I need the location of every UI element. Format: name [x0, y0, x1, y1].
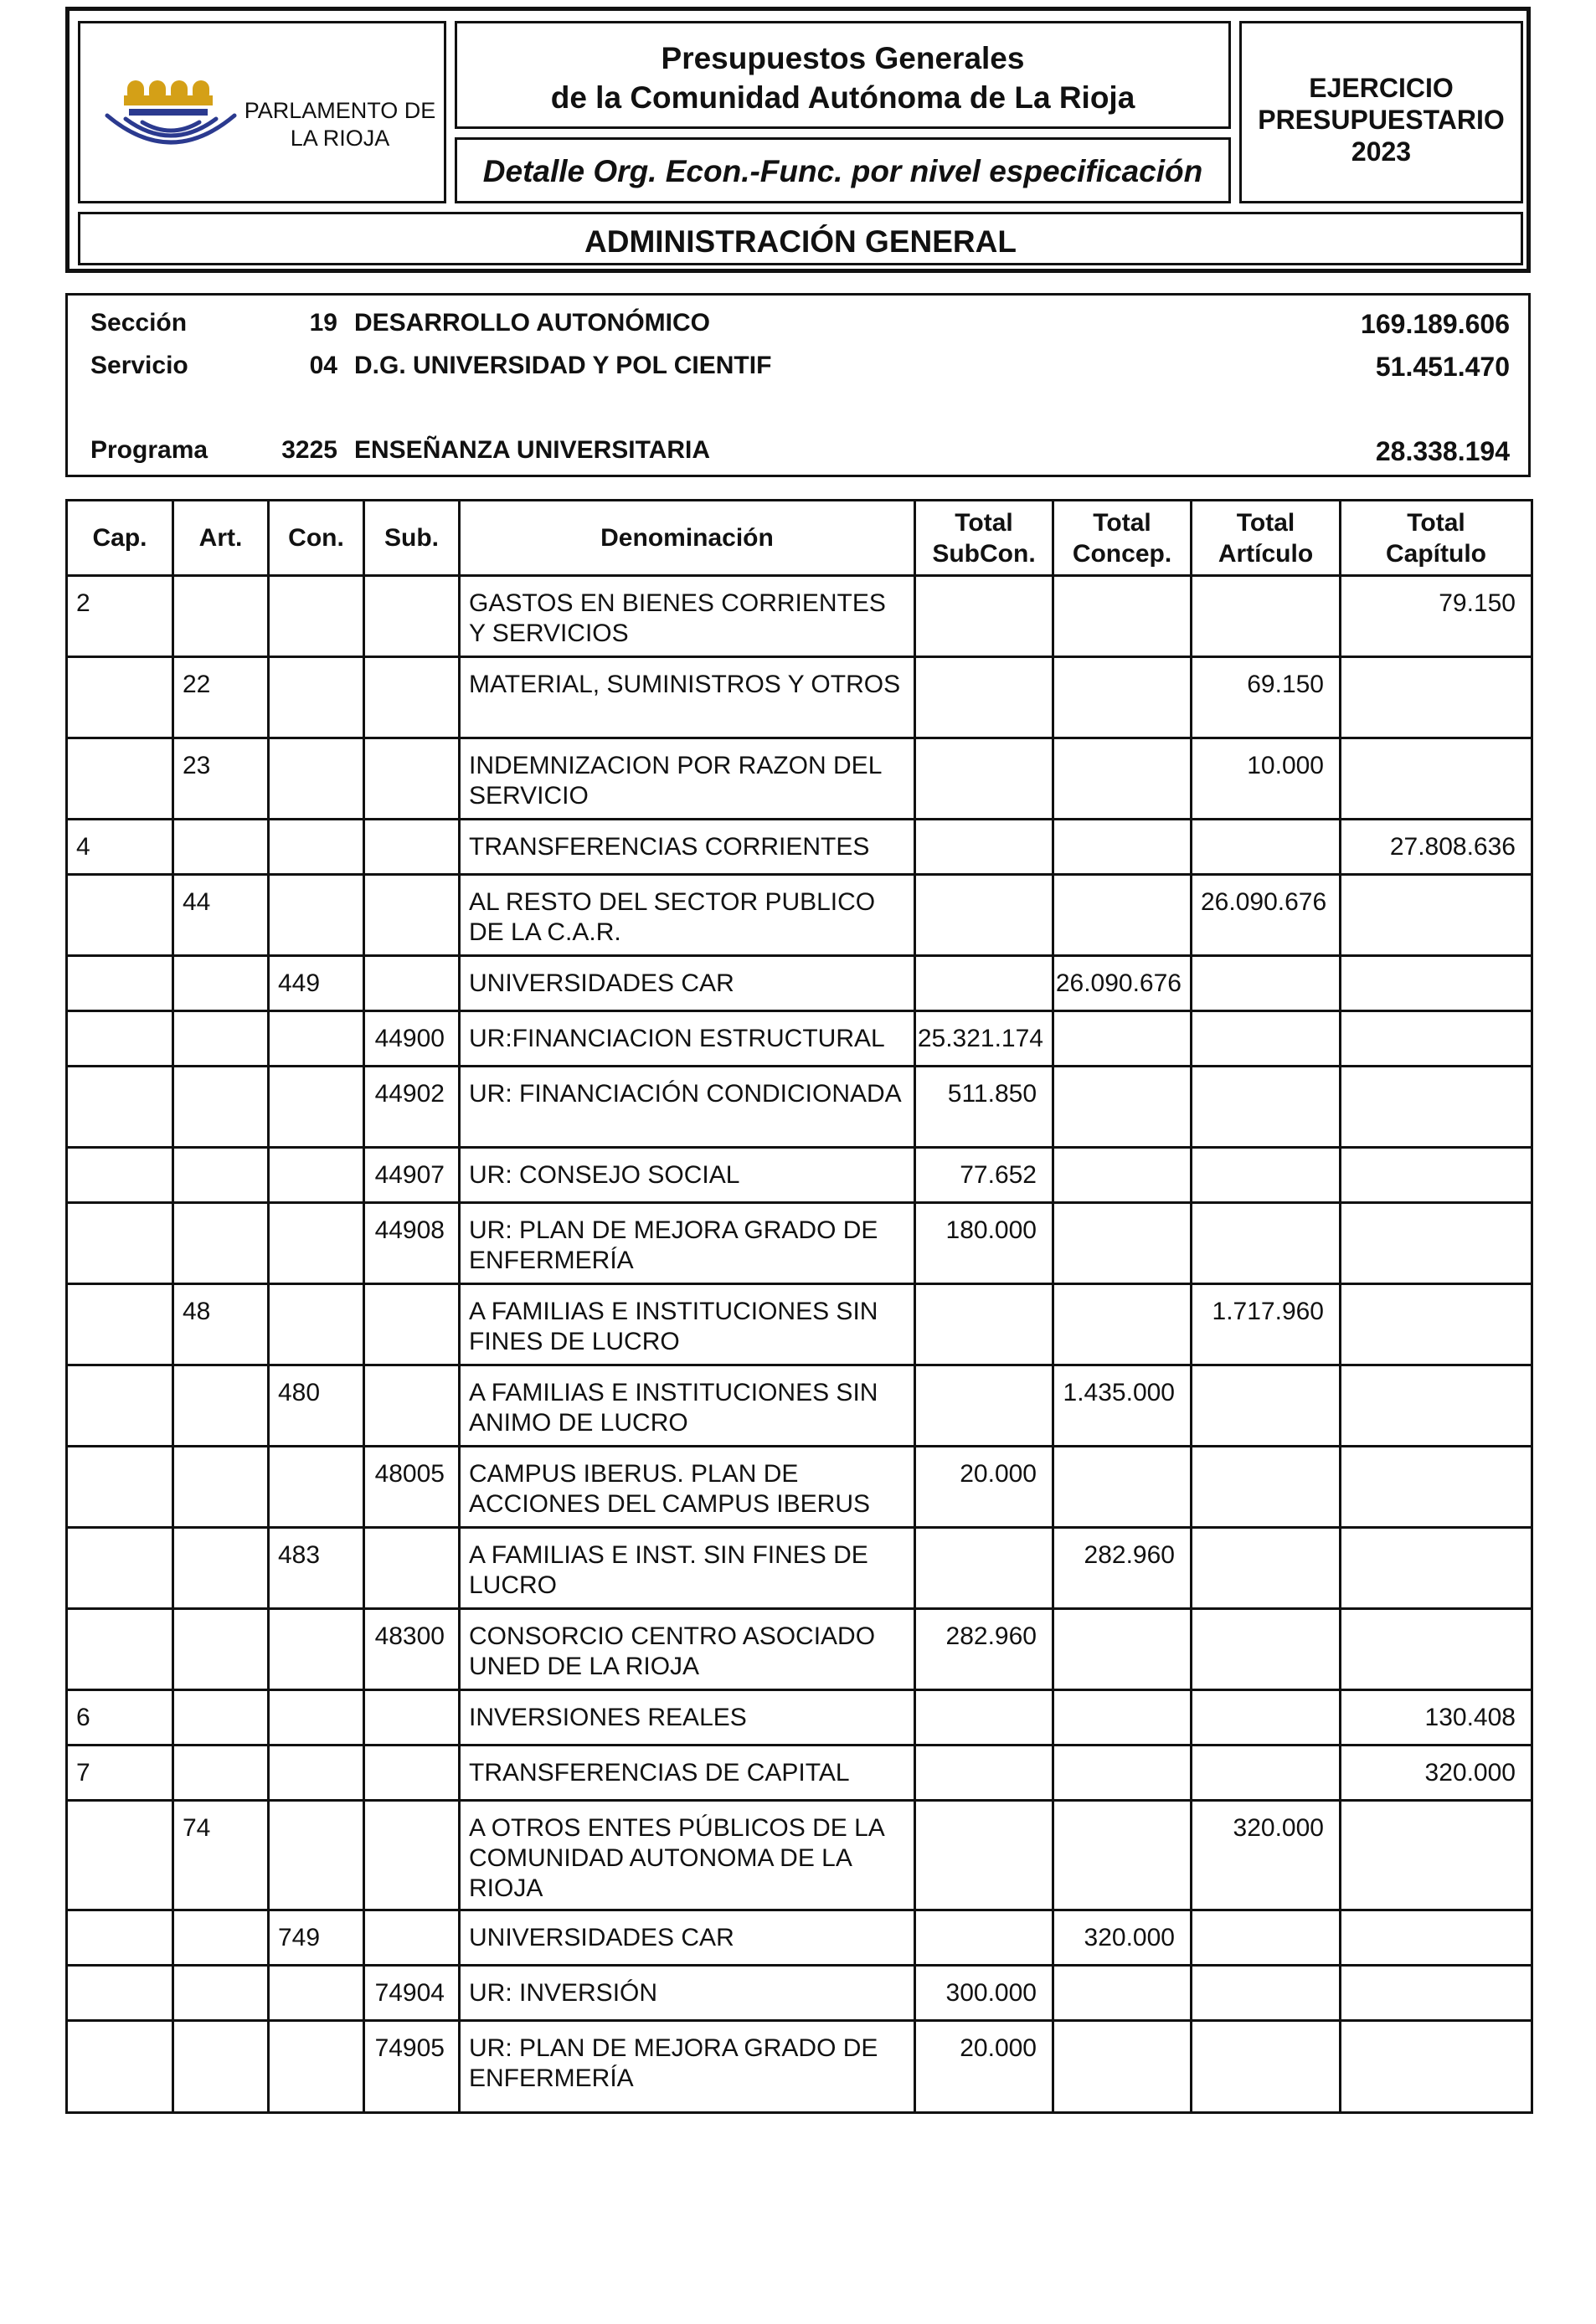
- table-row: [67, 1528, 1532, 1609]
- cell-con: [269, 1203, 364, 1284]
- seccion-label: Sección: [90, 309, 188, 337]
- cell-total-articulo: [1192, 820, 1341, 875]
- cell-art: [173, 1148, 269, 1203]
- cell-total-articulo: 10.000: [1192, 738, 1341, 820]
- cell-total-articulo: [1192, 1203, 1341, 1284]
- cell-total-articulo: [1192, 1447, 1341, 1528]
- cell-total-subcon: 25.321.174: [915, 1011, 1053, 1067]
- cell-total-articulo: [1192, 1966, 1341, 2021]
- cell-sub: [364, 738, 460, 820]
- cell-cap: 7: [67, 1746, 173, 1801]
- cell-total-subcon: 20.000: [915, 2021, 1053, 2113]
- programa-row: [68, 436, 1528, 470]
- programa-code: 3225: [281, 436, 337, 464]
- cell-con: [269, 738, 364, 820]
- cell-art: [173, 1528, 269, 1609]
- fiscal-year-box: [1239, 21, 1523, 203]
- cell-denominacion: CONSORCIO CENTRO ASOCIADO UNED DE LA RIOJA: [460, 1609, 915, 1690]
- cell-denominacion: UNIVERSIDADES CAR: [460, 956, 915, 1011]
- header-total-articulo-line1: Total: [1236, 508, 1295, 537]
- cell-denominacion: UR: PLAN DE MEJORA GRADO DE ENFERMERÍA: [460, 1203, 915, 1284]
- cell-art: [173, 576, 269, 657]
- logo-box: [78, 21, 446, 203]
- servicio-amount: 51.451.470: [1375, 352, 1510, 382]
- programa-amount: 28.338.194: [1375, 436, 1510, 466]
- table-body: [67, 576, 1532, 2113]
- cell-denominacion: A FAMILIAS E INST. SIN FINES DE LUCRO: [460, 1528, 915, 1609]
- cell-total-subcon: [915, 1746, 1053, 1801]
- table-row: [67, 1203, 1532, 1284]
- cell-total-subcon: [915, 1910, 1053, 1966]
- table-row: [67, 820, 1532, 875]
- table-row: [67, 657, 1532, 738]
- cell-total-capitulo: [1341, 875, 1532, 956]
- header-total-articulo: [1192, 501, 1341, 576]
- title-line2: de la Comunidad Autónoma de La Rioja: [550, 80, 1135, 115]
- cell-art: [173, 1203, 269, 1284]
- cell-total-articulo: [1192, 1609, 1341, 1690]
- cell-total-articulo: [1192, 1528, 1341, 1609]
- cell-sub: [364, 576, 460, 657]
- cell-con: 483: [269, 1528, 364, 1609]
- table-row: [67, 1609, 1532, 1690]
- cell-denominacion: INVERSIONES REALES: [460, 1690, 915, 1746]
- seccion-code: 19: [309, 309, 337, 337]
- cell-total-capitulo: [1341, 1966, 1532, 2021]
- header-total-capitulo-line2: Capítulo: [1386, 539, 1486, 568]
- administration-title: ADMINISTRACIÓN GENERAL: [584, 224, 1017, 259]
- cell-denominacion: UNIVERSIDADES CAR: [460, 1910, 915, 1966]
- cell-con: [269, 1067, 364, 1148]
- cell-cap: [67, 1011, 173, 1067]
- cell-con: [269, 576, 364, 657]
- parliament-name: [244, 97, 436, 152]
- cell-art: [173, 1746, 269, 1801]
- cell-total-subcon: 300.000: [915, 1966, 1053, 2021]
- cell-total-subcon: 77.652: [915, 1148, 1053, 1203]
- cell-total-articulo: [1192, 1148, 1341, 1203]
- cell-con: [269, 1609, 364, 1690]
- table-header-row: [67, 501, 1532, 576]
- cell-con: [269, 1447, 364, 1528]
- cell-total-capitulo: [1341, 1011, 1532, 1067]
- cell-con: [269, 820, 364, 875]
- year-line1: EJERCICIO: [1309, 73, 1454, 103]
- cell-art: [173, 2021, 269, 2113]
- cell-total-concep: [1053, 875, 1192, 956]
- document-title: [457, 39, 1228, 117]
- cell-denominacion: TRANSFERENCIAS DE CAPITAL: [460, 1746, 915, 1801]
- header-total-capitulo: [1341, 501, 1532, 576]
- cell-total-capitulo: [1341, 1067, 1532, 1148]
- cell-cap: [67, 738, 173, 820]
- parliament-name-line2: LA RIOJA: [290, 126, 390, 151]
- cell-sub: [364, 1690, 460, 1746]
- cell-total-subcon: [915, 738, 1053, 820]
- header-total-subcon-line1: Total: [955, 508, 1013, 537]
- cell-total-subcon: 282.960: [915, 1609, 1053, 1690]
- header-sub: Sub.: [364, 501, 460, 576]
- cell-art: 44: [173, 875, 269, 956]
- cell-sub: [364, 820, 460, 875]
- cell-total-subcon: [915, 576, 1053, 657]
- cell-cap: [67, 1528, 173, 1609]
- cell-total-capitulo: [1341, 1365, 1532, 1447]
- cell-total-capitulo: [1341, 1284, 1532, 1365]
- cell-cap: 6: [67, 1690, 173, 1746]
- header-total-concep-line2: Concep.: [1072, 539, 1172, 568]
- table-row: [67, 956, 1532, 1011]
- cell-total-concep: [1053, 1966, 1192, 2021]
- cell-con: [269, 1746, 364, 1801]
- cell-total-capitulo: [1341, 1528, 1532, 1609]
- document-header: [65, 7, 1531, 273]
- table-row: [67, 1148, 1532, 1203]
- cell-sub: 44907: [364, 1148, 460, 1203]
- cell-sub: [364, 657, 460, 738]
- cell-total-subcon: 511.850: [915, 1067, 1053, 1148]
- cell-art: 23: [173, 738, 269, 820]
- cell-con: 749: [269, 1910, 364, 1966]
- cell-sub: [364, 1910, 460, 1966]
- cell-total-concep: [1053, 1690, 1192, 1746]
- programa-name: ENSEÑANZA UNIVERSITARIA: [354, 436, 711, 464]
- table-row: [67, 1365, 1532, 1447]
- cell-total-subcon: [915, 1690, 1053, 1746]
- cell-total-articulo: 320.000: [1192, 1801, 1341, 1910]
- cell-art: [173, 1447, 269, 1528]
- cell-cap: [67, 956, 173, 1011]
- cell-sub: [364, 875, 460, 956]
- cell-total-concep: 26.090.676: [1053, 956, 1192, 1011]
- cell-total-concep: [1053, 576, 1192, 657]
- cell-con: 480: [269, 1365, 364, 1447]
- servicio-code: 04: [309, 352, 337, 379]
- administration-box: [78, 212, 1523, 265]
- cell-sub: 44900: [364, 1011, 460, 1067]
- cell-total-subcon: [915, 657, 1053, 738]
- cell-cap: [67, 1067, 173, 1148]
- programa-label: Programa: [90, 436, 209, 464]
- cell-total-subcon: 20.000: [915, 1447, 1053, 1528]
- servicio-label: Servicio: [90, 352, 188, 379]
- table-row: [67, 1284, 1532, 1365]
- cell-total-articulo: 1.717.960: [1192, 1284, 1341, 1365]
- cell-art: [173, 1910, 269, 1966]
- cell-sub: [364, 1528, 460, 1609]
- cell-art: [173, 1966, 269, 2021]
- cell-denominacion: AL RESTO DEL SECTOR PUBLICO DE LA C.A.R.: [460, 875, 915, 956]
- subtitle-box: [455, 137, 1231, 203]
- cell-total-capitulo: [1341, 738, 1532, 820]
- table-row: [67, 1067, 1532, 1148]
- cell-total-concep: [1053, 1067, 1192, 1148]
- cell-art: [173, 956, 269, 1011]
- year-line2: PRESUPUESTARIO: [1258, 105, 1505, 135]
- table-row: [67, 738, 1532, 820]
- cell-denominacion: GASTOS EN BIENES CORRIENTES Y SERVICIOS: [460, 576, 915, 657]
- cell-total-concep: [1053, 1011, 1192, 1067]
- cell-denominacion: TRANSFERENCIAS CORRIENTES: [460, 820, 915, 875]
- cell-sub: 74905: [364, 2021, 460, 2113]
- cell-total-articulo: [1192, 576, 1341, 657]
- cell-art: 74: [173, 1801, 269, 1910]
- cell-cap: 2: [67, 576, 173, 657]
- cell-total-subcon: [915, 1365, 1053, 1447]
- cell-denominacion: UR:FINANCIACION ESTRUCTURAL: [460, 1011, 915, 1067]
- cell-denominacion: CAMPUS IBERUS. PLAN DE ACCIONES DEL CAMPUS IBERUS: [460, 1447, 915, 1528]
- cell-total-capitulo: [1341, 657, 1532, 738]
- cell-cap: [67, 1966, 173, 2021]
- cell-sub: 44902: [364, 1067, 460, 1148]
- header-denominacion: Denominación: [460, 501, 915, 576]
- cell-denominacion: UR: FINANCIACIÓN CONDICIONADA: [460, 1067, 915, 1148]
- header-total-concep: [1053, 501, 1192, 576]
- cell-total-concep: [1053, 2021, 1192, 2113]
- cell-total-capitulo: [1341, 1203, 1532, 1284]
- table-row: [67, 2021, 1532, 2113]
- cell-con: [269, 1011, 364, 1067]
- cell-total-subcon: [915, 820, 1053, 875]
- cell-denominacion: A FAMILIAS E INSTITUCIONES SIN ANIMO DE LUCRO: [460, 1365, 915, 1447]
- cell-art: [173, 1011, 269, 1067]
- header-total-concep-line1: Total: [1093, 508, 1151, 537]
- servicio-name: D.G. UNIVERSIDAD Y POL CIENTIF: [354, 352, 772, 379]
- cell-cap: [67, 875, 173, 956]
- cell-total-articulo: [1192, 1067, 1341, 1148]
- cell-total-concep: [1053, 738, 1192, 820]
- header-con: Con.: [269, 501, 364, 576]
- cell-sub: 44908: [364, 1203, 460, 1284]
- cell-cap: [67, 1203, 173, 1284]
- seccion-name: DESARROLLO AUTONÓMICO: [354, 309, 710, 337]
- cell-art: 22: [173, 657, 269, 738]
- cell-total-concep: [1053, 1203, 1192, 1284]
- cell-total-concep: [1053, 1746, 1192, 1801]
- cell-con: [269, 657, 364, 738]
- cell-total-concep: [1053, 1148, 1192, 1203]
- cell-art: [173, 1690, 269, 1746]
- header-total-subcon-line2: SubCon.: [932, 539, 1036, 568]
- table-row: [67, 1690, 1532, 1746]
- cell-total-capitulo: [1341, 1447, 1532, 1528]
- cell-total-articulo: [1192, 956, 1341, 1011]
- cell-total-articulo: [1192, 1011, 1341, 1067]
- cell-total-capitulo: 320.000: [1341, 1746, 1532, 1801]
- cell-total-capitulo: [1341, 956, 1532, 1011]
- cell-total-capitulo: [1341, 2021, 1532, 2113]
- cell-total-subcon: [915, 1528, 1053, 1609]
- cell-sub: [364, 956, 460, 1011]
- cell-total-subcon: [915, 1801, 1053, 1910]
- year-value: 2023: [1351, 136, 1412, 167]
- cell-sub: 74904: [364, 1966, 460, 2021]
- cell-total-concep: [1053, 820, 1192, 875]
- table-row: [67, 1011, 1532, 1067]
- cell-cap: 4: [67, 820, 173, 875]
- cell-denominacion: A FAMILIAS E INSTITUCIONES SIN FINES DE LUCRO: [460, 1284, 915, 1365]
- cell-total-concep: [1053, 1801, 1192, 1910]
- cell-cap: [67, 1284, 173, 1365]
- cell-total-capitulo: 79.150: [1341, 576, 1532, 657]
- title-line1: Presupuestos Generales: [661, 41, 1025, 75]
- cell-con: [269, 1966, 364, 2021]
- servicio-row: [68, 352, 1528, 385]
- cell-cap: [67, 1148, 173, 1203]
- table-row: [67, 875, 1532, 956]
- cell-cap: [67, 1447, 173, 1528]
- cell-total-subcon: [915, 1284, 1053, 1365]
- cell-con: [269, 1690, 364, 1746]
- document-subtitle: Detalle Org. Econ.-Func. por nivel especificación: [482, 154, 1203, 188]
- cell-denominacion: UR: CONSEJO SOCIAL: [460, 1148, 915, 1203]
- table-row: [67, 1966, 1532, 2021]
- title-box: [455, 21, 1231, 129]
- cell-cap: [67, 1365, 173, 1447]
- seccion-amount: 169.189.606: [1361, 309, 1510, 339]
- cell-sub: 48300: [364, 1609, 460, 1690]
- table-row: [67, 1910, 1532, 1966]
- cell-cap: [67, 1609, 173, 1690]
- cell-sub: 48005: [364, 1447, 460, 1528]
- cell-total-articulo: [1192, 1746, 1341, 1801]
- cell-total-capitulo: [1341, 1801, 1532, 1910]
- cell-sub: [364, 1284, 460, 1365]
- cell-con: [269, 875, 364, 956]
- cell-art: [173, 1365, 269, 1447]
- cell-total-concep: 1.435.000: [1053, 1365, 1192, 1447]
- fiscal-year: [1242, 72, 1521, 167]
- cell-denominacion: UR: INVERSIÓN: [460, 1966, 915, 2021]
- cell-con: 449: [269, 956, 364, 1011]
- cell-art: [173, 1609, 269, 1690]
- cell-con: [269, 1284, 364, 1365]
- seccion-row: [68, 309, 1528, 342]
- parliament-logo-icon: [104, 75, 238, 167]
- table-row: [67, 1746, 1532, 1801]
- table-row: [67, 1447, 1532, 1528]
- cell-sub: [364, 1746, 460, 1801]
- cell-total-articulo: [1192, 1365, 1341, 1447]
- cell-art: [173, 820, 269, 875]
- cell-total-capitulo: [1341, 1910, 1532, 1966]
- cell-total-concep: [1053, 1447, 1192, 1528]
- cell-denominacion: INDEMNIZACION POR RAZON DEL SERVICIO: [460, 738, 915, 820]
- cell-total-capitulo: 130.408: [1341, 1690, 1532, 1746]
- program-info: [65, 293, 1531, 477]
- cell-total-capitulo: 27.808.636: [1341, 820, 1532, 875]
- table-row: [67, 576, 1532, 657]
- cell-total-concep: [1053, 1609, 1192, 1690]
- cell-con: [269, 1801, 364, 1910]
- cell-sub: [364, 1365, 460, 1447]
- cell-total-subcon: 180.000: [915, 1203, 1053, 1284]
- cell-denominacion: MATERIAL, SUMINISTROS Y OTROS: [460, 657, 915, 738]
- cell-total-articulo: 26.090.676: [1192, 875, 1341, 956]
- cell-total-capitulo: [1341, 1148, 1532, 1203]
- cell-cap: [67, 657, 173, 738]
- header-cap: Cap.: [67, 501, 173, 576]
- header-art: Art.: [173, 501, 269, 576]
- cell-cap: [67, 1910, 173, 1966]
- cell-con: [269, 2021, 364, 2113]
- cell-total-articulo: [1192, 2021, 1341, 2113]
- cell-total-subcon: [915, 875, 1053, 956]
- cell-denominacion: A OTROS ENTES PÚBLICOS DE LA COMUNIDAD AUTONOMA DE LA RIOJA: [460, 1801, 915, 1910]
- cell-total-concep: 282.960: [1053, 1528, 1192, 1609]
- table-row: [67, 1801, 1532, 1910]
- header-total-capitulo-line1: Total: [1407, 508, 1465, 537]
- cell-total-concep: [1053, 1284, 1192, 1365]
- header-total-articulo-line2: Artículo: [1218, 539, 1314, 568]
- header-total-subcon: [915, 501, 1053, 576]
- cell-con: [269, 1148, 364, 1203]
- cell-total-articulo: [1192, 1690, 1341, 1746]
- cell-cap: [67, 2021, 173, 2113]
- parliament-name-line1: PARLAMENTO DE: [244, 98, 436, 123]
- cell-total-articulo: 69.150: [1192, 657, 1341, 738]
- cell-denominacion: UR: PLAN DE MEJORA GRADO DE ENFERMERÍA: [460, 2021, 915, 2113]
- cell-sub: [364, 1801, 460, 1910]
- cell-art: [173, 1067, 269, 1148]
- cell-art: 48: [173, 1284, 269, 1365]
- cell-total-capitulo: [1341, 1609, 1532, 1690]
- cell-cap: [67, 1801, 173, 1910]
- cell-total-articulo: [1192, 1910, 1341, 1966]
- cell-total-subcon: [915, 956, 1053, 1011]
- budget-table: [65, 499, 1533, 2114]
- cell-total-concep: [1053, 657, 1192, 738]
- cell-total-concep: 320.000: [1053, 1910, 1192, 1966]
